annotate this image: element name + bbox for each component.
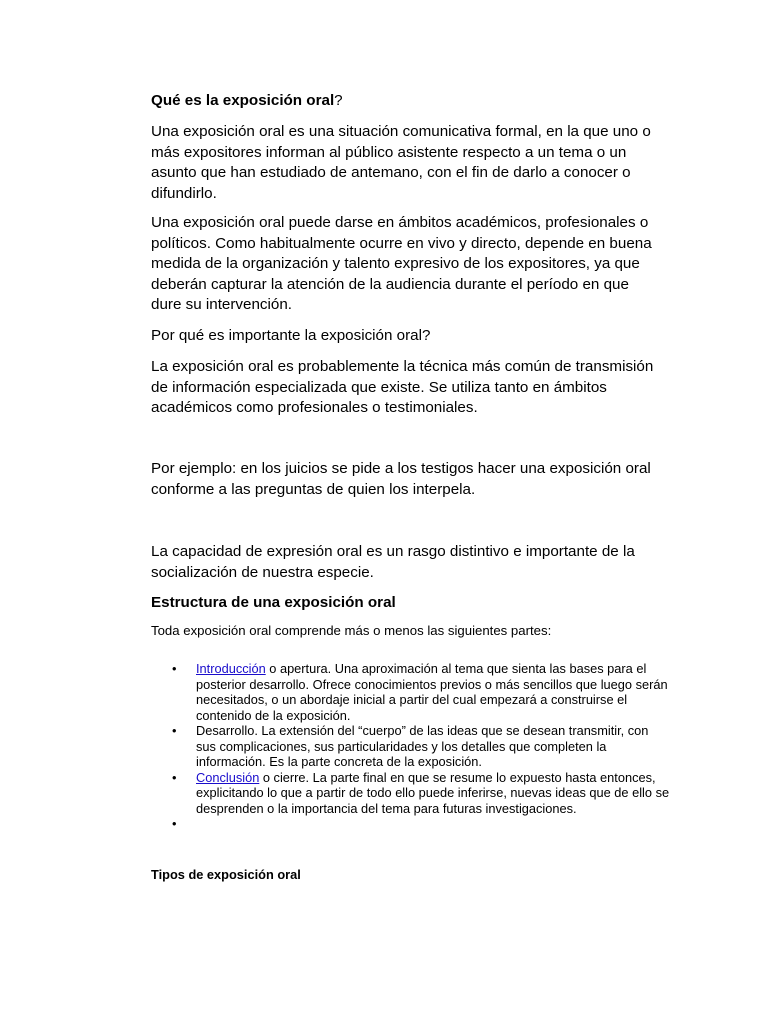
conclusion-link[interactable]: Conclusión bbox=[196, 769, 260, 785]
section-title-text: Qué es la exposición oral bbox=[151, 92, 335, 109]
paragraph-definition: Una exposición oral es una situación comunicativa formal, en la que uno o más expositores informan al público asistente respecto a un tema o un asunto que han estudiado de antemano, con el fin de darlo a conocer o difundirlo. bbox=[151, 123, 651, 202]
paragraph-importance: La exposición oral es probablemente la técnica más común de transmisión de información especializada que existe. Se utiliza tanto en ámbitos académicos como profesionales o testimoniales. bbox=[151, 358, 654, 417]
paragraph-contexts: Una exposición oral puede darse en ámbitos académicos, profesionales o políticos. Como habitualmente ocurre en vivo y directo, depende en buena medida de la organización y talento expresivo de los expositores, ya que deberán capturar la atención de la audiencia durante el período en que dure su intervención. bbox=[151, 214, 652, 314]
bullet-icon: • bbox=[172, 816, 177, 831]
bullet-icon: • bbox=[172, 661, 177, 676]
types-heading: Tipos de exposición oral bbox=[151, 867, 301, 882]
list-item-text: o apertura. Una aproximación al tema que sienta las bases para el posterior desarrollo. Ofrece conocimientos previos o más sencillos que luego serán necesitados, o un abordaje inicial a partir del cual empezará a construirse el contenido de la exposición. bbox=[196, 661, 668, 723]
list-item-conclusion bbox=[151, 770, 671, 817]
list-item-text: o cierre. La parte final en que se resume lo expuesto hasta entonces, explicitando lo que a partir de todo ello puede inferirse, nuevas ideas que de ello se desprenden o la importancia del tema para futuras investigaciones. bbox=[196, 769, 670, 816]
structure-intro: Toda exposición oral comprende más o menos las siguientes partes: bbox=[151, 623, 552, 638]
paragraph-example: Por ejemplo: en los juicios se pide a los testigos hacer una exposición oral conforme a las preguntas de quien los interpela. bbox=[151, 460, 651, 498]
section-title-question-mark: ? bbox=[334, 92, 343, 109]
paragraph-socialization: La capacidad de expresión oral es un rasgo distintivo e importante de la socialización de nuestra especie. bbox=[151, 543, 635, 581]
structure-heading: Estructura de una exposición oral bbox=[151, 594, 396, 611]
bullet-icon: • bbox=[172, 723, 177, 738]
list-item-text: Desarrollo. La extensión del “cuerpo” de las ideas que se desean transmitir, con sus complicaciones, sus particularidades y los detalles que completen la información. Es la parte concreta de la exposición. bbox=[196, 723, 649, 769]
list-item-introduccion bbox=[151, 661, 671, 723]
question-importance: Por qué es importante la exposición oral? bbox=[151, 327, 431, 344]
structure-list bbox=[151, 661, 671, 832]
list-item-empty bbox=[151, 816, 671, 832]
section-title bbox=[151, 91, 663, 112]
introduccion-link[interactable]: Introducción bbox=[196, 661, 266, 676]
bullet-icon: • bbox=[172, 769, 177, 785]
list-item-desarrollo bbox=[151, 723, 671, 770]
